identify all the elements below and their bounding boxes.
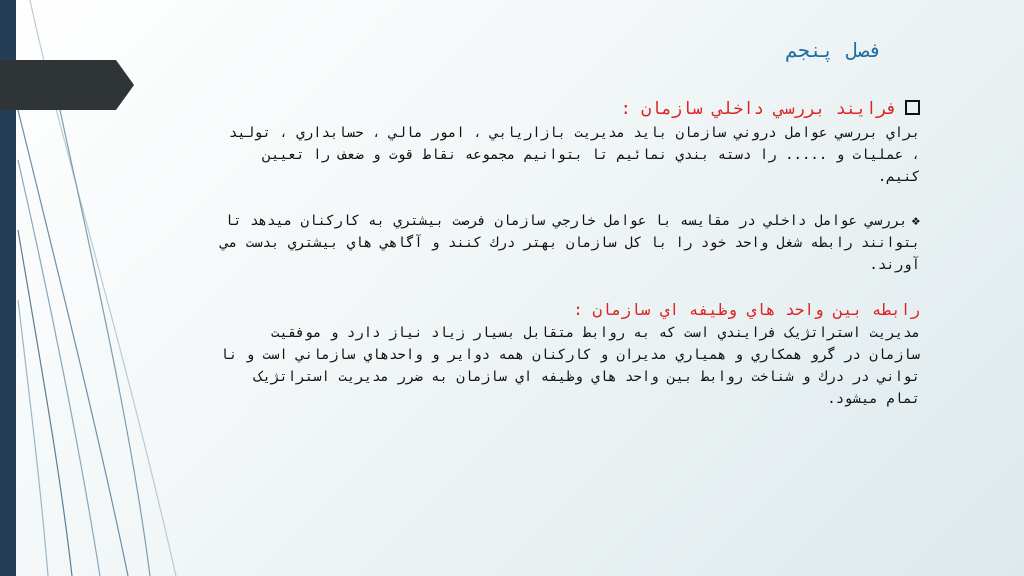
diamond-bullet-icon: ❖ [911, 213, 920, 229]
paragraph-strategic-management: مديريت استراتژيک فرايندي است که به روابط متقابل بسيار زياد نياز دارد و موفقيت سازمان در گرو همكاري و همياري مديران و كاركنان همه دواير و واحدهاي سازماني است و نا تواني در درك و شناخت روابط بين واحد هاي وظيفه اي سازمان به ضرر مديريت استراتژيک تمام ميشود. [220, 325, 920, 407]
checkbox-bullet-icon [905, 100, 920, 115]
paragraph-internal-factors: براي بررسي عوامل دروني سازمان بايد مديريت بازاريابي ، امور مالي ، حسابداري ، توليد ، عمليات و ..... را دسته بندي نمائيم تا بتوانيم مجموعه نقاط قوت و ضعف را تعيين كنيم. [228, 125, 920, 185]
slide-content [220, 96, 920, 410]
heading-internal-review-text: فرايند بررسي داخلي سازمان : [620, 99, 897, 119]
arrow-tab [0, 60, 134, 110]
heading-unit-relations: رابطه بين واحد هاي وظيفه اي سازمان : [573, 300, 920, 319]
paragraph-comparison [220, 210, 920, 276]
slide-title: فصل پنجم [785, 38, 882, 62]
heading-internal-review [220, 96, 920, 122]
paragraph-comparison-text: بررسي عوامل داخلي در مقايسه با عوامل خارجي سازمان فرصت بيشتري به كاركنان ميدهد تا بتوانند رابطه شغل واحد خود را با كل سازمان بهتر درك كنند و آگاهي هاي بيشتري بدست مي آورند. [220, 213, 920, 273]
